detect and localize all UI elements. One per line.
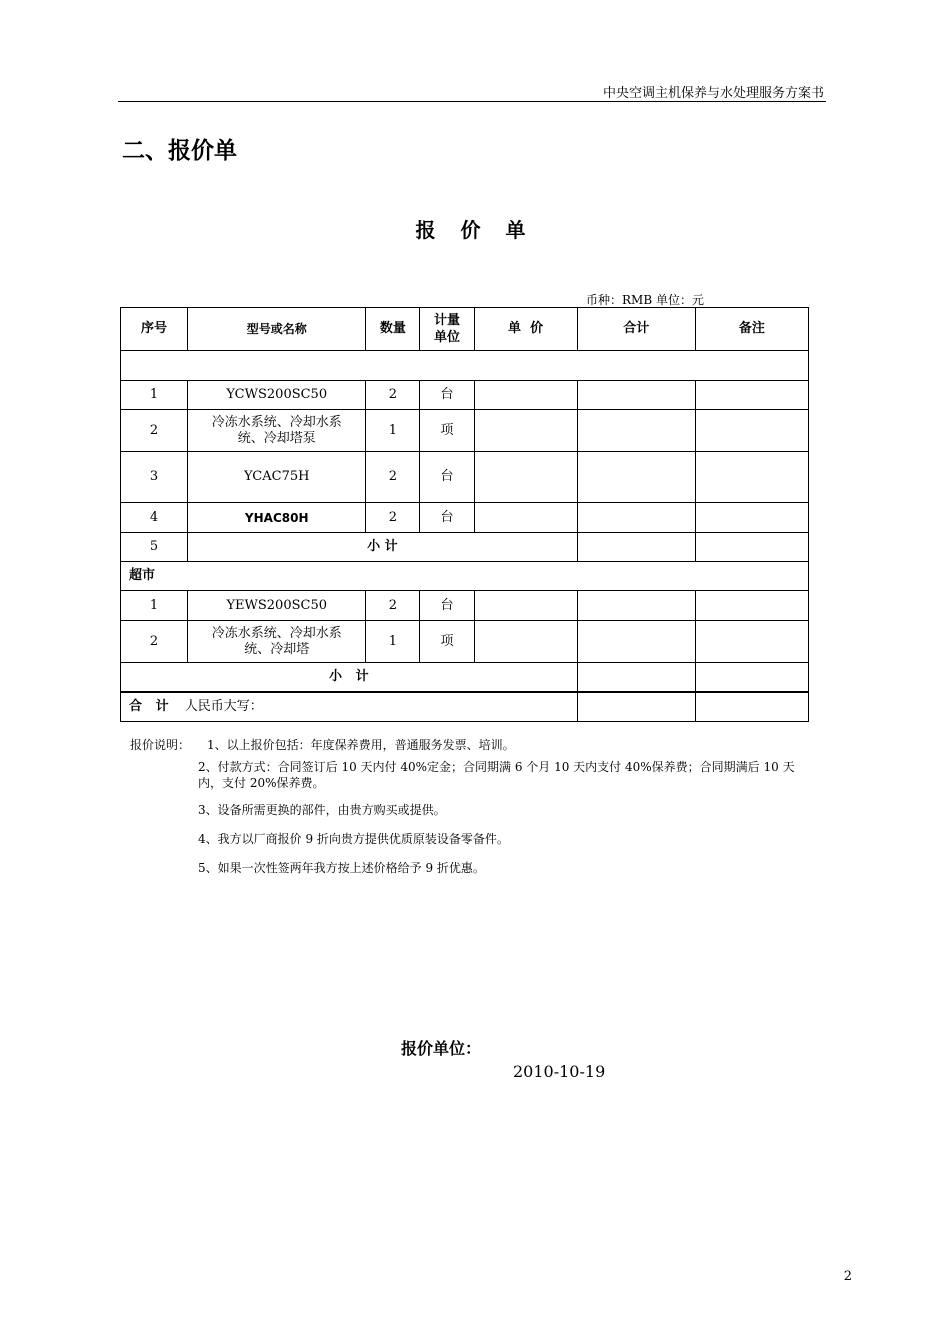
document-header-title: 中央空调主机保养与水处理服务方案书 xyxy=(602,86,824,101)
cell-total xyxy=(577,410,695,452)
header-model: 型号或名称 xyxy=(188,308,366,351)
cell-seq: 1 xyxy=(121,591,188,621)
cell-unit: 台 xyxy=(420,591,474,621)
cell-total xyxy=(577,692,695,722)
grand-total-row xyxy=(121,692,809,722)
header-unit-line2: 单位 xyxy=(433,330,460,345)
cell-remark xyxy=(695,591,808,621)
group2-subtotal-row xyxy=(121,663,809,692)
cell-seq: 2 xyxy=(121,410,188,452)
quote-date: 2010-10-19 xyxy=(513,1062,606,1081)
cell-remark xyxy=(695,663,808,692)
subtotal-label: 小 计 xyxy=(121,663,578,692)
group1-label-row xyxy=(121,351,809,381)
cell-price xyxy=(474,381,577,410)
cell-seq: 5 xyxy=(121,533,188,562)
cell-total xyxy=(577,591,695,621)
cell-unit: 台 xyxy=(420,503,474,533)
quoting-company-label: 报价单位： xyxy=(401,1039,482,1058)
cell-unit: 台 xyxy=(420,452,474,503)
table-row xyxy=(121,452,809,503)
grand-total-cell xyxy=(121,692,578,722)
cell-price xyxy=(474,591,577,621)
table-row xyxy=(121,621,809,663)
cell-remark xyxy=(695,503,808,533)
header-unit xyxy=(420,308,474,351)
quote-title: 报 价 单 xyxy=(415,218,535,242)
table-row xyxy=(121,503,809,533)
cell-model: 冷冻水系统、冷却水系统、冷却塔泵 xyxy=(188,410,366,452)
header-total: 合计 xyxy=(577,308,695,351)
table-header-row xyxy=(121,308,809,351)
cell-model: YCWS200SC50 xyxy=(188,381,366,410)
cell-remark xyxy=(695,452,808,503)
currency-unit-line: 币种：RMB 单位：元 xyxy=(586,293,704,307)
header-qty: 数量 xyxy=(366,308,420,351)
table-row xyxy=(121,381,809,410)
note-item: 2、付款方式：合同签订后 10 天内付 40%定金；合同期满 6 个月 10 天内支付 40%保养费；合同期满后 10 天内，支付 20%保养费。 xyxy=(198,760,795,790)
cell-remark xyxy=(695,533,808,562)
cell-total xyxy=(577,452,695,503)
cell-seq: 1 xyxy=(121,381,188,410)
header-remark: 备注 xyxy=(695,308,808,351)
header-divider xyxy=(118,101,826,102)
cell-model: YEWS200SC50 xyxy=(188,591,366,621)
cell-price xyxy=(474,503,577,533)
cell-model: 冷冻水系统、冷却水系统、冷却塔 xyxy=(188,621,366,663)
notes-prefix: 报价说明： xyxy=(130,738,191,752)
group1-subtotal-row xyxy=(121,533,809,562)
cell-remark xyxy=(695,410,808,452)
header-unit-line1: 计量 xyxy=(433,313,460,328)
grand-total-label: 合 计 xyxy=(129,698,169,714)
cell-total xyxy=(577,381,695,410)
group1-label xyxy=(121,351,809,381)
cell-qty: 2 xyxy=(366,591,420,621)
cell-remark xyxy=(695,692,808,722)
cell-model: YHAC80H xyxy=(188,503,366,533)
table-row xyxy=(121,410,809,452)
cell-seq: 3 xyxy=(121,452,188,503)
cell-total xyxy=(577,663,695,692)
subtotal-label: 小 计 xyxy=(188,533,578,562)
group2-label-row xyxy=(121,562,809,591)
cell-unit: 台 xyxy=(420,381,474,410)
cell-seq: 4 xyxy=(121,503,188,533)
cell-remark xyxy=(695,381,808,410)
cell-qty: 2 xyxy=(366,452,420,503)
rmb-caps-label: 人民币大写： xyxy=(184,698,263,714)
cell-remark xyxy=(695,621,808,663)
cell-total xyxy=(577,503,695,533)
cell-unit: 项 xyxy=(420,621,474,663)
cell-price xyxy=(474,621,577,663)
cell-qty: 2 xyxy=(366,381,420,410)
cell-total xyxy=(577,533,695,562)
header-price: 单 价 xyxy=(474,308,577,351)
page-number: 2 xyxy=(843,1269,852,1284)
cell-model: YCAC75H xyxy=(188,452,366,503)
table-row xyxy=(121,591,809,621)
quote-table xyxy=(120,307,809,722)
group2-label: 超市 xyxy=(121,562,809,591)
cell-seq: 2 xyxy=(121,621,188,663)
section-title: 二、报价单 xyxy=(122,138,237,164)
cell-qty: 1 xyxy=(366,621,420,663)
note-item: 3、设备所需更换的部件，由贵方购买或提供。 xyxy=(198,803,446,817)
note-item: 5、如果一次性签两年我方按上述价格给予 9 折优惠。 xyxy=(198,861,485,875)
cell-qty: 1 xyxy=(366,410,420,452)
note-item: 1、以上报价包括：年度保养费用，普通服务发票、培训。 xyxy=(207,738,515,752)
header-seq: 序号 xyxy=(121,308,188,351)
cell-total xyxy=(577,621,695,663)
cell-qty: 2 xyxy=(366,503,420,533)
cell-price xyxy=(474,452,577,503)
cell-price xyxy=(474,410,577,452)
cell-unit: 项 xyxy=(420,410,474,452)
note-item: 4、我方以厂商报价 9 折向贵方提供优质原装设备零备件。 xyxy=(198,832,509,846)
